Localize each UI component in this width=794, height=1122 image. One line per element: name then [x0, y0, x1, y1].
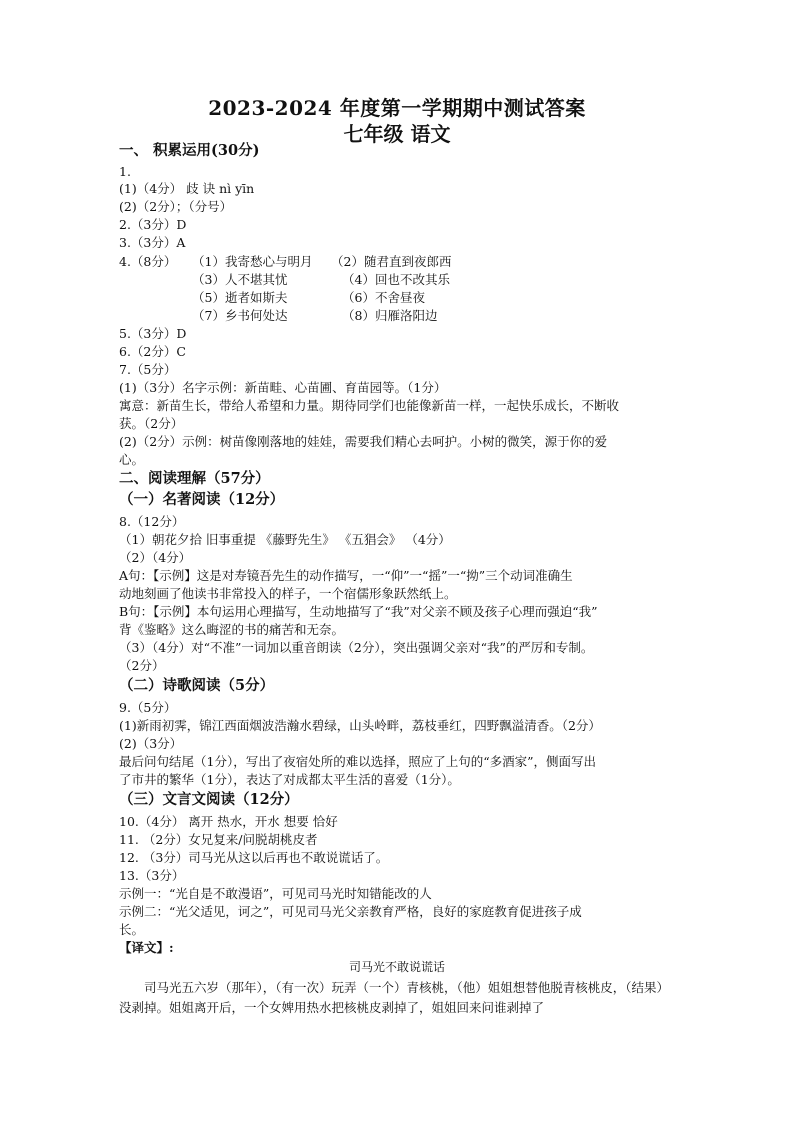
q8-a-line1: A句：【示例】这是对寿镜吾先生的动作描写，一“仰”一“摇”一“拗”三个动词准确生 [119, 568, 573, 583]
q12-answer: 12. （3分）司马光从这以后再也不敢说谎话了。 [119, 850, 389, 865]
q13-number: 13.（3分） [119, 868, 185, 883]
subsection-3-heading: （三）文言文阅读（12分） [119, 791, 299, 808]
q3-answer: 3.（3分）A [119, 235, 186, 250]
q13-example1: 示例一：“光自是不敢漫语”，可见司马光时知错能改的人 [119, 886, 432, 901]
q4-item-5: （5）逝者如斯夫 [192, 290, 288, 305]
q13-example2-line2: 长。 [119, 922, 145, 937]
q6-answer: 6.（2分）C [119, 344, 186, 359]
q8-part3-line1: （3）（4分）对“不准”一词加以重音朗读（2分），突出强调父亲对“我”的严厉和专制。 [119, 640, 594, 655]
q10-answer: 10.（4分） 离开 热水，开水 想要 恰好 [119, 814, 338, 829]
q4-label: 4.（8分） [119, 254, 177, 269]
q8-a-line2: 动地刻画了他读书非常投入的样子，一个宿儒形象跃然纸上。 [119, 586, 457, 601]
q7-part2-line1: (2)（2分）示例：树苗像刚落地的娃娃，需要我们精心去呵护。小树的微笑，源于你的爱 [119, 434, 608, 449]
q4-item-3: （3）人不堪其忧 [192, 272, 288, 287]
q8-b-line1: B句：【示例】本句运用心理描写，生动地描写了“我”对父亲不顾及孩子心理而强迫“我” [119, 604, 598, 619]
q7-part2-line2: 心。 [119, 452, 145, 467]
q1-number: 1. [119, 164, 131, 179]
translation-title: 司马光不敢说谎话 [348, 960, 445, 974]
q4-item-8: （8）归雁洛阳边 [342, 308, 438, 323]
document-title: 2023-2024 年度第一学期期中测试答案 [208, 96, 586, 120]
q1-part1: (1)（4分） 歧 诀 nì yīn [119, 181, 255, 196]
q11-answer: 11. （2分）女兄复来/问脱胡桃皮者 [119, 832, 318, 847]
q8-number: 8.（12分） [119, 514, 185, 529]
q4-item-7: （7）乡书何处达 [192, 308, 288, 323]
document-subtitle: 七年级 语文 [343, 122, 451, 146]
q4-item-6: （6）不舍昼夜 [342, 290, 425, 305]
q8-part1: （1）朝花夕拾 旧事重提 《藤野先生》 《五猖会》 （4分） [119, 532, 451, 547]
translation-label: 【译文】: [119, 940, 174, 955]
q7-meaning-line1: 寓意：新苗生长，带给人希望和力量。期待同学们也能像新苗一样，一起快乐成长，不断收 [119, 398, 620, 413]
q8-part2: （2）（4分） [119, 550, 192, 565]
q9-part2-line2: 了市井的繁华（1分），表达了对成都太平生活的喜爱（1分）。 [119, 772, 460, 787]
q7-number: 7.（5分） [119, 362, 177, 377]
q7-part1: (1)（3分）名字示例：新苗畦、心苗圃、育苗园等。（1分） [119, 380, 447, 395]
q9-number: 9.（5分） [119, 700, 177, 715]
subsection-2-heading: （二）诗歌阅读（5分） [119, 677, 275, 694]
q13-example2-line1: 示例二：“光父适见，诃之”，可见司马光父亲教育严格，良好的家庭教育促进孩子成 [119, 904, 582, 919]
q9-part1: (1)新雨初霁，锦江西面烟波浩瀚水碧绿，山头岭畔，荔枝垂红，四野飘溢清香。（2分） [119, 718, 601, 733]
section-1-heading: 一、 积累运用(30分) [119, 142, 260, 159]
q9-part2-line1: 最后问句结尾（1分），写出了夜宿处所的难以选择，照应了上句的“多酒家”，侧面写出 [119, 754, 596, 769]
q8-b-line2: 背《鉴略》这么晦涩的书的痛苦和无奈。 [119, 622, 345, 637]
q5-answer: 5.（3分）D [119, 326, 187, 341]
q4-item-2: （2）随君直到夜郎西 [331, 254, 452, 269]
q4-item-1: （1）我寄愁心与明月 [192, 254, 313, 269]
q2-answer: 2.（3分）D [119, 217, 187, 232]
q4-item-4: （4）回也不改其乐 [342, 272, 450, 287]
q7-meaning-line2: 获。（2分） [119, 416, 184, 431]
subsection-1-heading: （一）名著阅读（12分） [119, 491, 285, 508]
q1-part2: (2)（2分）；（分号） [119, 199, 233, 214]
q8-part3-line2: （2分） [119, 658, 165, 673]
translation-body: 司马光五六岁（那年），（有一次）玩弄（一个）青核桃，（他）姐姐想替他脱青核桃皮，（结果）没剥掉。姐姐离开后，一个女婢用热水把核桃皮剥掉了，姐姐回来问谁剥掉了 [119, 980, 670, 1015]
q9-part2: (2)（3分） [119, 736, 183, 751]
section-2-heading: 二、阅读理解（57分） [119, 470, 270, 487]
